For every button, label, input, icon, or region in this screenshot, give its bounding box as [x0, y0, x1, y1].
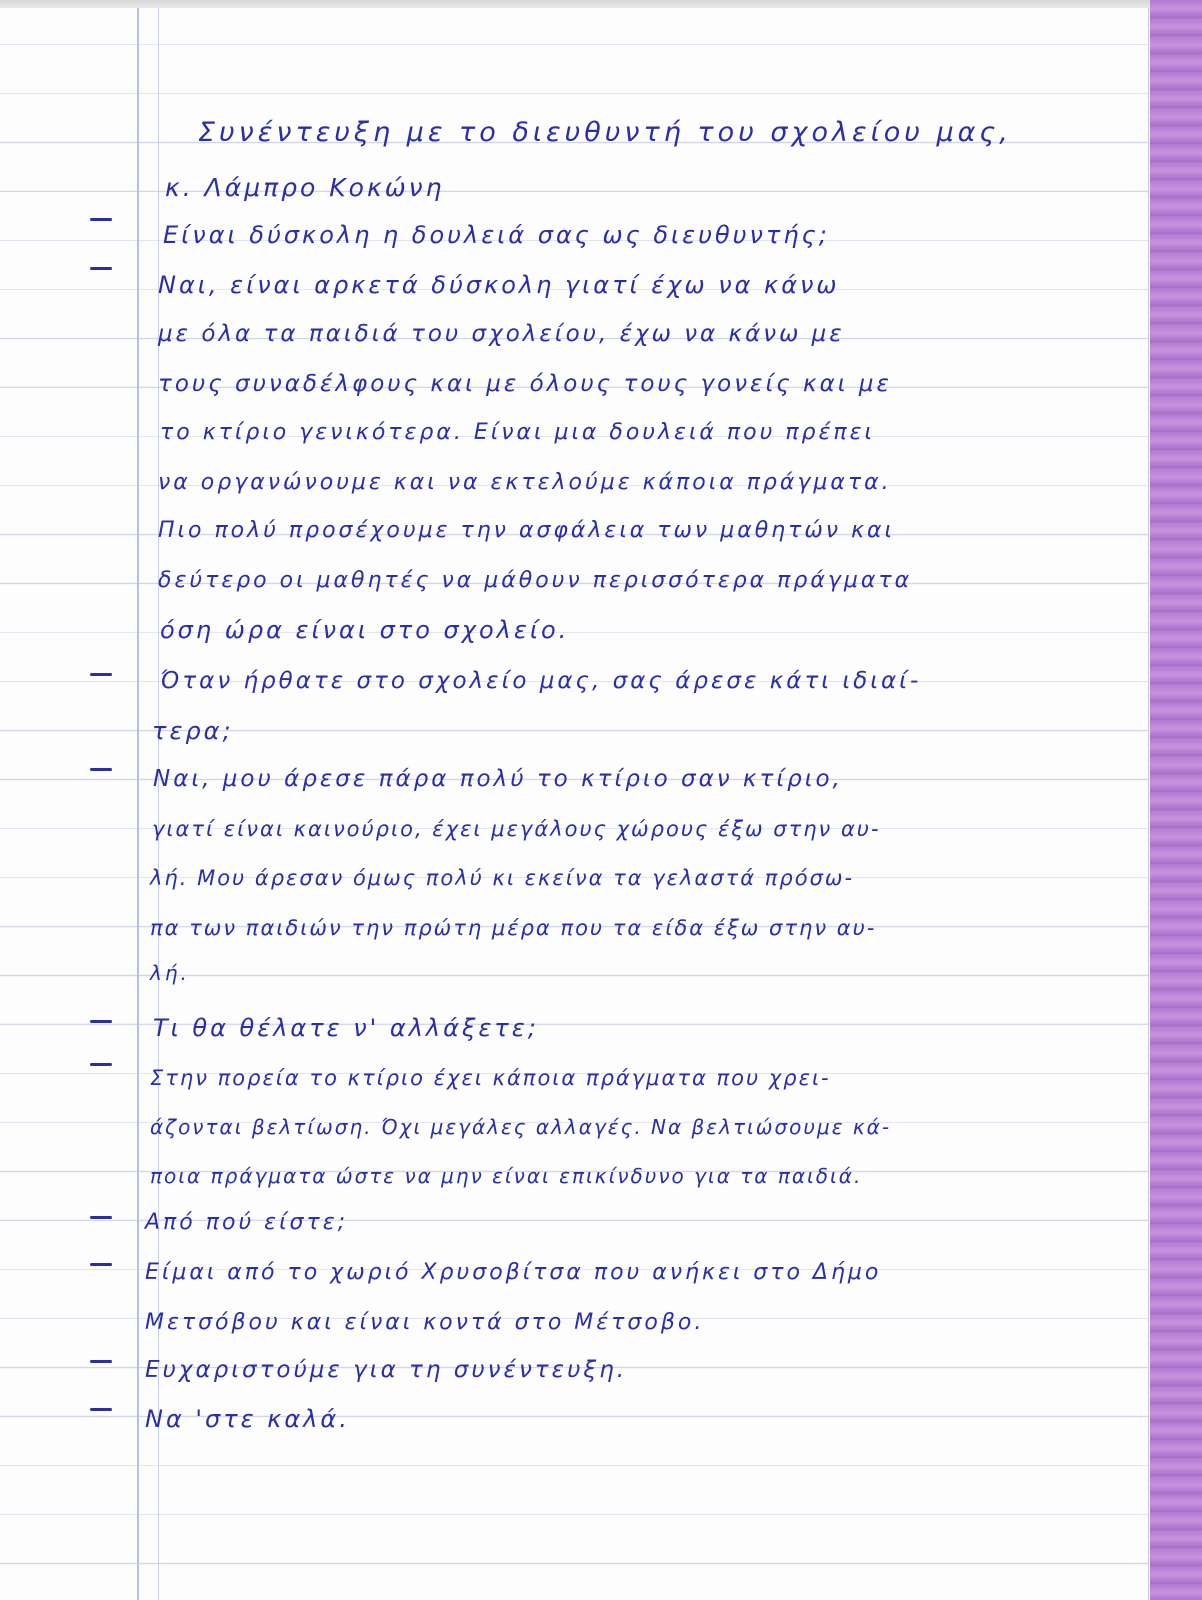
dialogue-dash	[90, 1263, 112, 1266]
text-line: όση ώρα είναι στο σχολείο.	[160, 616, 570, 644]
text-line: Από πού είστε;	[145, 1210, 349, 1235]
purple-background-strip	[1150, 0, 1202, 1600]
margin-line	[137, 8, 139, 1600]
text-line: λή.	[150, 961, 190, 985]
text-line: Μετσόβου και είναι κοντά στο Μέτσοβο.	[145, 1310, 705, 1335]
text-line: γιατί είναι καινούριο, έχει μεγάλους χώρους έξω στην αυ-	[152, 817, 881, 841]
text-line: Είμαι από το χωριό Χρυσοβίτσα που ανήκει στο Δήμο	[145, 1260, 882, 1285]
dialogue-dash	[90, 1408, 112, 1411]
text-line: λή. Μου άρεσαν όμως πολύ κι εκείνα τα γελαστά πρόσω-	[150, 866, 855, 890]
text-line: άζονται βελτίωση. Όχι μεγάλες αλλαγές. Να βελτιώσουμε κά-	[150, 1115, 892, 1139]
dialogue-dash	[90, 768, 112, 771]
dialogue-dash	[90, 1216, 112, 1219]
text-line: με όλα τα παιδιά του σχολείου, έχω να κάνω με	[158, 321, 845, 347]
text-line: να οργανώνουμε και να εκτελούμε κάποια πράγματα.	[158, 470, 892, 495]
text-line: Ευχαριστούμε για τη συνέντευξη.	[145, 1357, 628, 1383]
dialogue-dash	[90, 1020, 112, 1023]
text-line: Είναι δύσκολη η δουλειά σας ως διευθυντής;	[163, 221, 830, 249]
text-line: πα των παιδιών την πρώτη μέρα που τα είδα έξω στην αυ-	[150, 916, 877, 940]
text-line: Ναι, μου άρεσε πάρα πολύ το κτίριο σαν κτίριο,	[153, 766, 843, 792]
dialogue-dash	[90, 267, 112, 270]
text-line: δεύτερο οι μαθητές να μάθουν περισσότερα πράγματα	[158, 568, 913, 593]
dialogue-dash	[90, 1063, 112, 1066]
text-line: ποια πράγματα ώστε να μην είναι επικίνδυνο για τα παιδιά.	[150, 1164, 863, 1188]
title-line-1: Συνέντευξη με το διευθυντή του σχολείου μας,	[198, 117, 1012, 148]
text-line: Να 'στε καλά.	[145, 1405, 350, 1433]
notebook-page	[0, 8, 1149, 1600]
text-line: τους συναδέλφους και με όλους τους γονείς και με	[158, 371, 892, 397]
title-line-2: κ. Λάμπρο Κοκώνη	[165, 173, 445, 202]
text-line: Όταν ήρθατε στο σχολείο μας, σας άρεσε κάτι ιδιαί-	[160, 668, 922, 694]
text-line: Στην πορεία το κτίριο έχει κάποια πράγματα που χρει-	[150, 1066, 831, 1090]
dialogue-dash	[90, 218, 112, 221]
dialogue-dash	[90, 673, 112, 676]
text-line: τερα;	[152, 717, 234, 745]
text-line: Πιο πολύ προσέχουμε την ασφάλεια των μαθητών και	[158, 518, 895, 543]
text-line: Τι θα θέλατε ν' αλλάξετε;	[153, 1014, 539, 1042]
dialogue-dash	[90, 1360, 112, 1363]
text-line: Ναι, είναι αρκετά δύσκολη γιατί έχω να κάνω	[158, 271, 840, 299]
text-line: το κτίριο γενικότερα. Είναι μια δουλειά που πρέπει	[160, 420, 875, 445]
